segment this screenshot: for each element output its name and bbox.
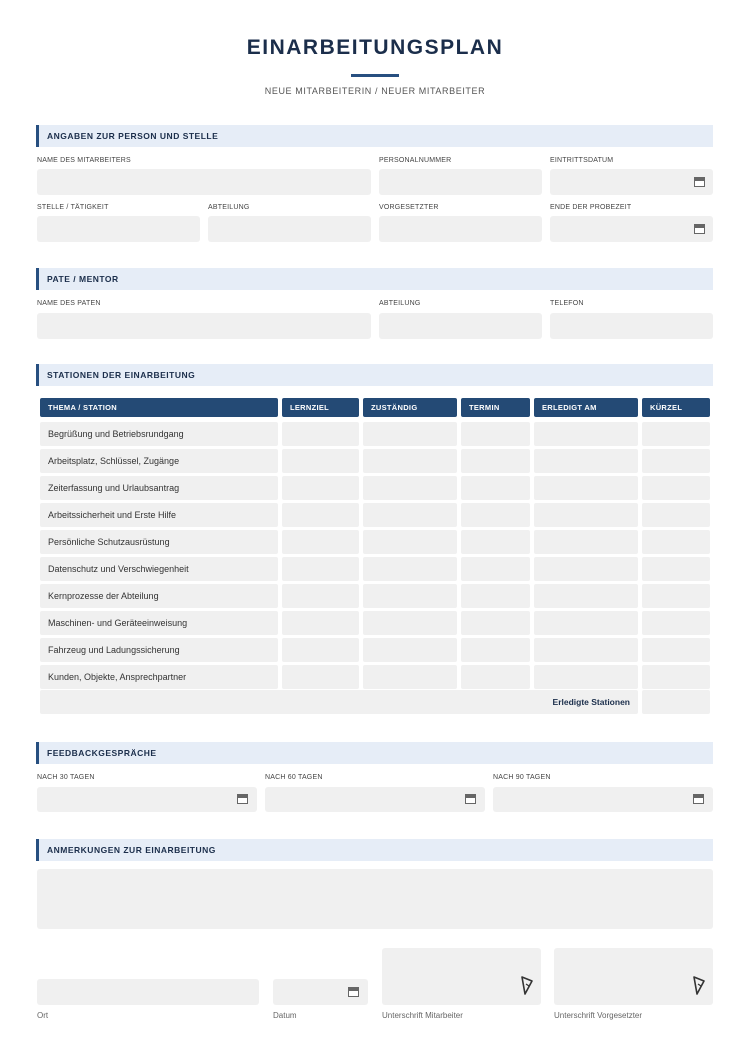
cell-lernziel[interactable]: [282, 557, 359, 581]
abteilung-field[interactable]: [208, 216, 371, 242]
pate-abteilung-label: ABTEILUNG: [379, 300, 421, 307]
summary-row: [40, 690, 638, 714]
cell-termin[interactable]: [461, 665, 530, 689]
pate-name-label: NAME DES PATEN: [37, 300, 101, 307]
table-row-label: Arbeitsplatz, Schlüssel, Zugänge: [40, 449, 278, 473]
section-anmerkungen: [36, 839, 713, 861]
cell-termin[interactable]: [461, 503, 530, 527]
datum-label: Datum: [273, 1011, 297, 1020]
personalnummer-label: PERSONALNUMMER: [379, 157, 452, 164]
signature-mitarbeiter-field[interactable]: [382, 948, 541, 1005]
cell-erledigt[interactable]: [534, 584, 638, 608]
cell-kuerzel[interactable]: [642, 557, 710, 581]
section-feedback: [36, 742, 713, 764]
abteilung-label: ABTEILUNG: [208, 204, 250, 211]
table-row-label: Arbeitssicherheit und Erste Hilfe: [40, 503, 278, 527]
pate-abteilung-field[interactable]: [379, 313, 542, 339]
cell-zustaendig[interactable]: [363, 611, 457, 635]
cell-zustaendig[interactable]: [363, 638, 457, 662]
ort-label: Ort: [37, 1011, 49, 1020]
probezeit-label: ENDE DER PROBEZEIT: [550, 204, 632, 211]
cell-termin[interactable]: [461, 638, 530, 662]
table-row-label: Kunden, Objekte, Ansprechpartner: [40, 665, 278, 689]
section-person: [36, 125, 713, 147]
cell-termin[interactable]: [461, 611, 530, 635]
cell-zustaendig[interactable]: [363, 584, 457, 608]
cell-erledigt[interactable]: [534, 476, 638, 500]
eintritt-label: EINTRITTSDATUM: [550, 157, 614, 164]
cell-termin[interactable]: [461, 476, 530, 500]
section-stationen-heading: STATIONEN DER EINARBEITUNG: [47, 370, 196, 380]
summary-count-field[interactable]: [642, 690, 710, 714]
name-label: NAME DES MITARBEITERS: [37, 157, 131, 164]
section-stationen: [36, 364, 713, 386]
pen-icon: [692, 976, 706, 996]
col-termin: TERMIN: [461, 398, 530, 417]
calendar-icon[interactable]: [694, 177, 705, 187]
ort-field[interactable]: [37, 979, 259, 1005]
cell-erledigt[interactable]: [534, 665, 638, 689]
vorgesetzter-label: VORGESETZTER: [379, 204, 439, 211]
cell-kuerzel[interactable]: [642, 449, 710, 473]
pate-name-field[interactable]: [37, 313, 371, 339]
col-erledigt: ERLEDIGT AM: [534, 398, 638, 417]
cell-lernziel[interactable]: [282, 530, 359, 554]
section-pate-heading: PATE / MENTOR: [47, 274, 119, 284]
section-anmerkungen-heading: ANMERKUNGEN ZUR EINARBEITUNG: [47, 845, 216, 855]
feedback-60-label: NACH 60 TAGEN: [265, 774, 323, 781]
table-row-label: Persönliche Schutzausrüstung: [40, 530, 278, 554]
cell-termin[interactable]: [461, 422, 530, 446]
vorgesetzter-field[interactable]: [379, 216, 542, 242]
table-row-label: Fahrzeug und Ladungssicherung: [40, 638, 278, 662]
section-person-heading: ANGABEN ZUR PERSON UND STELLE: [47, 131, 219, 141]
table-row-label: Begrüßung und Betriebsrundgang: [40, 422, 278, 446]
cell-erledigt[interactable]: [534, 422, 638, 446]
section-feedback-heading: FEEDBACKGESPRÄCHE: [47, 748, 157, 758]
sig-mitarbeiter-label: Unterschrift Mitarbeiter: [382, 1011, 463, 1020]
pen-icon: [520, 976, 534, 996]
cell-lernziel[interactable]: [282, 476, 359, 500]
cell-zustaendig[interactable]: [363, 530, 457, 554]
cell-kuerzel[interactable]: [642, 530, 710, 554]
cell-zustaendig[interactable]: [363, 476, 457, 500]
cell-lernziel[interactable]: [282, 584, 359, 608]
calendar-icon[interactable]: [693, 794, 704, 804]
cell-kuerzel[interactable]: [642, 665, 710, 689]
feedback-30-label: NACH 30 TAGEN: [37, 774, 95, 781]
cell-lernziel[interactable]: [282, 503, 359, 527]
cell-erledigt[interactable]: [534, 449, 638, 473]
calendar-icon[interactable]: [694, 224, 705, 234]
cell-erledigt[interactable]: [534, 530, 638, 554]
datum-field[interactable]: [273, 979, 368, 1005]
cell-lernziel[interactable]: [282, 449, 359, 473]
cell-zustaendig[interactable]: [363, 449, 457, 473]
calendar-icon[interactable]: [237, 794, 248, 804]
cell-lernziel[interactable]: [282, 422, 359, 446]
anmerkungen-textarea[interactable]: [37, 869, 713, 929]
probezeit-date-field[interactable]: [550, 216, 713, 242]
calendar-icon[interactable]: [465, 794, 476, 804]
section-pate: [36, 268, 713, 290]
feedback-30-date-field[interactable]: [37, 787, 257, 812]
sig-vorgesetzter-label: Unterschrift Vorgesetzter: [554, 1011, 643, 1020]
signature-vorgesetzter-field[interactable]: [554, 948, 713, 1005]
stelle-field[interactable]: [37, 216, 200, 242]
cell-kuerzel[interactable]: [642, 584, 710, 608]
cell-zustaendig[interactable]: [363, 503, 457, 527]
cell-termin[interactable]: [461, 530, 530, 554]
cell-erledigt[interactable]: [534, 611, 638, 635]
cell-zustaendig[interactable]: [363, 422, 457, 446]
cell-kuerzel[interactable]: [642, 476, 710, 500]
table-row-label: Maschinen- und Geräteeinweisung: [40, 611, 278, 635]
page-subtitle: NEUE MITARBEITERIN / NEUER MITARBEITER: [264, 86, 486, 96]
feedback-90-date-field[interactable]: [493, 787, 713, 812]
col-thema: THEMA / STATION: [40, 398, 278, 417]
personalnummer-field[interactable]: [379, 169, 542, 195]
col-kuerzel: KÜRZEL: [642, 398, 710, 417]
col-lernziel: LERNZIEL: [282, 398, 359, 417]
stelle-label: STELLE / TÄTIGKEIT: [37, 204, 109, 211]
pate-telefon-field[interactable]: [550, 313, 713, 339]
page-title: EINARBEITUNGSPLAN: [246, 36, 504, 59]
cell-kuerzel[interactable]: [642, 611, 710, 635]
eintritt-date-field[interactable]: [550, 169, 713, 195]
cell-zustaendig[interactable]: [363, 557, 457, 581]
cell-zustaendig[interactable]: [363, 665, 457, 689]
cell-kuerzel[interactable]: [642, 422, 710, 446]
cell-lernziel[interactable]: [282, 665, 359, 689]
cell-termin[interactable]: [461, 584, 530, 608]
summary-label: Erledigte Stationen: [552, 697, 630, 707]
calendar-icon[interactable]: [348, 987, 359, 997]
table-row-label: Datenschutz und Verschwiegenheit: [40, 557, 278, 581]
cell-erledigt[interactable]: [534, 503, 638, 527]
cell-lernziel[interactable]: [282, 611, 359, 635]
col-zustaendig: ZUSTÄNDIG: [363, 398, 457, 417]
table-row-label: Kernprozesse der Abteilung: [40, 584, 278, 608]
title-divider: [351, 74, 399, 77]
cell-kuerzel[interactable]: [642, 503, 710, 527]
name-field[interactable]: [37, 169, 371, 195]
cell-erledigt[interactable]: [534, 557, 638, 581]
feedback-60-date-field[interactable]: [265, 787, 485, 812]
cell-lernziel[interactable]: [282, 638, 359, 662]
cell-kuerzel[interactable]: [642, 638, 710, 662]
cell-erledigt[interactable]: [534, 638, 638, 662]
pate-telefon-label: TELEFON: [550, 300, 584, 307]
cell-termin[interactable]: [461, 557, 530, 581]
feedback-90-label: NACH 90 TAGEN: [493, 774, 551, 781]
table-row-label: Zeiterfassung und Urlaubsantrag: [40, 476, 278, 500]
cell-termin[interactable]: [461, 449, 530, 473]
